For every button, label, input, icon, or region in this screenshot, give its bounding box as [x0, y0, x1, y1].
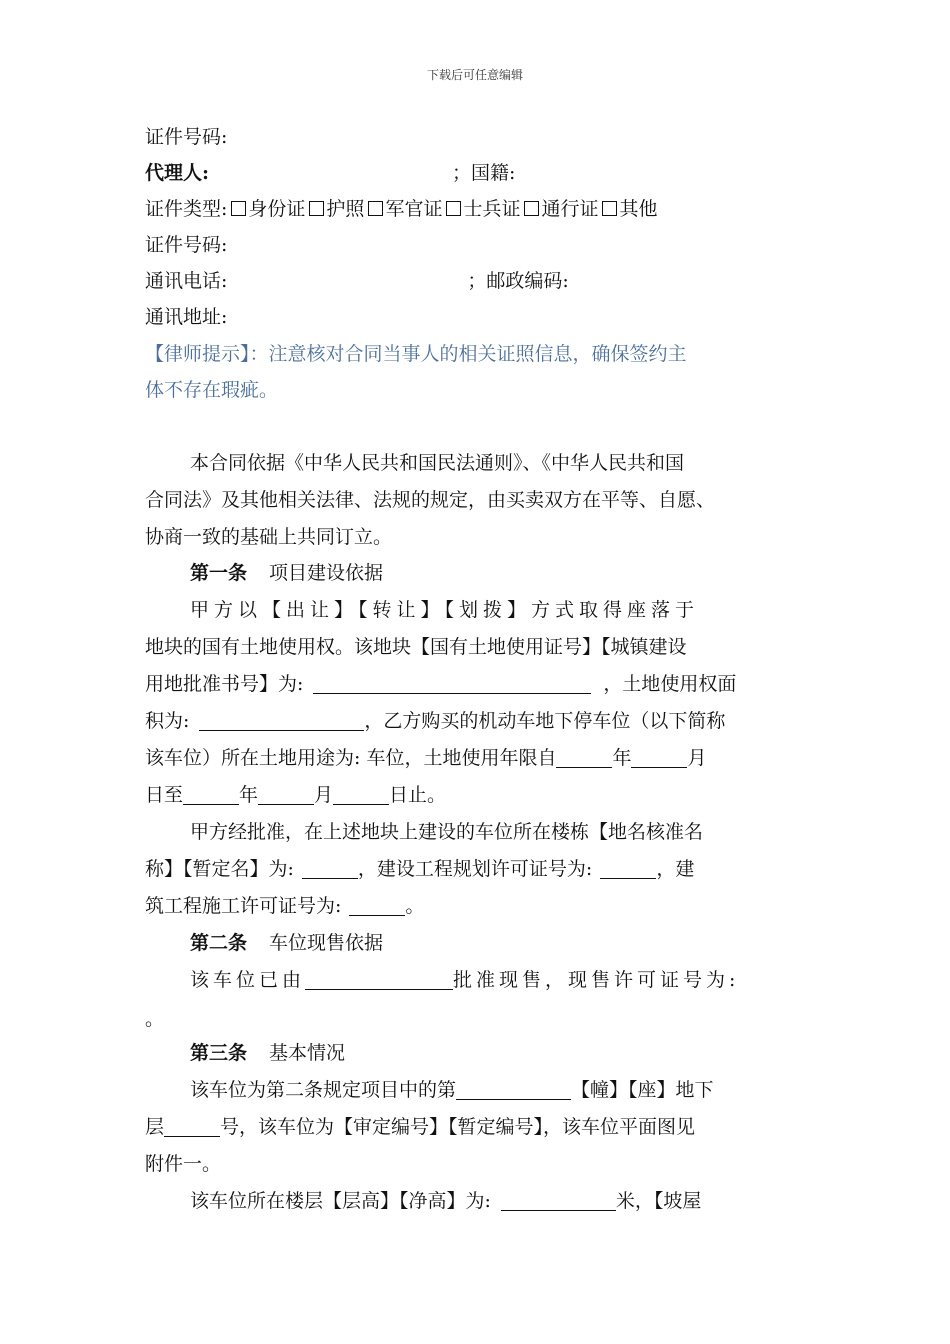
checkbox-pass[interactable]	[524, 201, 539, 216]
id-type-option: 军官证	[385, 198, 443, 220]
text-span: ，建	[656, 858, 695, 880]
article1-p5	[145, 746, 706, 770]
lawyer-tip-line-2: 体不存在瑕疵。	[145, 379, 279, 401]
construction-permit-blank[interactable]	[349, 897, 405, 916]
intro-line-1: 本合同依据《中华人民共和国民法通则》、《中华人民共和国	[190, 452, 685, 474]
id-number-line-2	[145, 233, 227, 257]
id-type-option: 士兵证	[463, 198, 521, 220]
text-span: 层	[145, 1116, 165, 1138]
article1-p7: 甲方经批准，在上述地块上建设的车位所在楼栋【地名核准名	[190, 821, 704, 843]
text-span: ，建设工程规划许可证号为:	[357, 858, 593, 880]
text-span: 。	[405, 895, 425, 917]
article3-p1	[190, 1078, 714, 1102]
article2-p2: 。	[145, 1008, 165, 1030]
id-number-label: 证件号码:	[145, 126, 228, 148]
area-blank[interactable]	[199, 712, 364, 731]
text-span: 称】【暂定名】为:	[145, 858, 294, 880]
checkbox-soldier-card[interactable]	[446, 201, 461, 216]
lawyer-tip-line-1: 【律师提示】：注意核对合同当事人的相关证照信息，确保签约主	[145, 343, 687, 365]
phone-label: 通讯电话:	[145, 270, 228, 292]
text-span: 批准现售，现售许可证号为:	[453, 969, 740, 991]
checkbox-other[interactable]	[602, 201, 617, 216]
text-span: 年	[612, 747, 632, 769]
text-span: 米，【坡屋	[615, 1190, 702, 1212]
article1-p3	[145, 672, 736, 696]
text-span: 该车位为第二条规定项目中的第	[190, 1079, 457, 1101]
article2-title: 第二条	[190, 932, 248, 954]
article3-p4	[190, 1189, 701, 1213]
article1-p2: 地块的国有土地使用权。该地块【国有土地使用证号】【城镇建设	[145, 636, 687, 658]
article3-p2	[145, 1115, 695, 1139]
floor-number-blank[interactable]	[164, 1118, 220, 1137]
article1-p1: 甲方以【出让】【转让】【划拨】方式取得座落于	[190, 599, 700, 621]
article2-p1	[190, 968, 739, 992]
article3-title: 第三条	[190, 1042, 248, 1064]
agent-line	[145, 161, 515, 185]
building-name-blank[interactable]	[302, 860, 358, 879]
agent-label: 代理人:	[145, 162, 210, 184]
approval-authority-blank[interactable]	[305, 971, 453, 990]
text-span: 该车位）所在土地用途为: 车位，土地使用年限自	[145, 747, 557, 769]
article1-p4	[145, 709, 725, 733]
article1-p6	[145, 783, 446, 807]
end-day-blank[interactable]	[333, 786, 389, 805]
text-span: 该车位所在楼层【层高】【净高】为:	[190, 1190, 491, 1212]
article1-title: 第一条	[190, 562, 248, 584]
text-span: 积为:	[145, 710, 190, 732]
end-year-blank[interactable]	[183, 786, 239, 805]
article1-heading	[190, 561, 383, 585]
article1-name: 项目建设依据	[269, 562, 384, 584]
id-number-label-2: 证件号码:	[145, 234, 228, 256]
text-span: 年	[239, 784, 259, 806]
text-span: 【幢】【座】地下	[571, 1079, 714, 1101]
article3-p3: 附件一。	[145, 1153, 222, 1175]
intro-line-3: 协商一致的基础上共同订立。	[145, 526, 393, 548]
intro-line-2: 合同法》及其他相关法律、法规的规定，由买卖双方在平等、自愿、	[145, 489, 716, 511]
text-span: 该车位已由	[190, 969, 306, 991]
article2-name: 车位现售依据	[269, 932, 384, 954]
text-span: ，土地使用权面	[603, 673, 737, 695]
building-number-blank[interactable]	[456, 1081, 571, 1100]
text-span: 月	[687, 747, 707, 769]
text-span: 用地批准书号】为:	[145, 673, 304, 695]
id-type-option: 身份证	[248, 198, 306, 220]
phone-line	[145, 269, 569, 293]
article3-name: 基本情况	[269, 1042, 346, 1064]
text-span: 筑工程施工许可证号为:	[145, 895, 342, 917]
nationality-label: ；国籍:	[452, 162, 516, 184]
id-number-line	[145, 125, 227, 149]
address-line	[145, 305, 227, 329]
planning-permit-blank[interactable]	[600, 860, 656, 879]
end-month-blank[interactable]	[258, 786, 314, 805]
text-span: 日至	[145, 784, 184, 806]
text-span: ，乙方购买的机动车地下停车位（以下简称	[364, 710, 726, 732]
address-label: 通讯地址:	[145, 306, 228, 328]
text-span: 日止。	[389, 784, 447, 806]
id-type-label: 证件类型:	[145, 198, 228, 220]
text-span: 号，该车位为【审定编号】【暂定编号】，该车位平面图见	[220, 1116, 696, 1138]
page-header: 下载后可任意编辑	[426, 68, 523, 82]
checkbox-id-card[interactable]	[231, 201, 246, 216]
start-year-blank[interactable]	[556, 749, 612, 768]
checkbox-passport[interactable]	[309, 201, 324, 216]
article2-heading	[190, 931, 383, 955]
id-type-option: 护照	[326, 198, 365, 220]
article3-heading	[190, 1041, 345, 1065]
checkbox-officer-card[interactable]	[368, 201, 383, 216]
postcode-label: ；邮政编码:	[467, 270, 569, 292]
floor-height-blank[interactable]	[501, 1192, 616, 1211]
id-type-option: 其他	[619, 198, 658, 220]
land-cert-blank[interactable]	[313, 675, 591, 694]
article1-p9	[145, 894, 424, 918]
id-type-option: 通行证	[541, 198, 599, 220]
start-month-blank[interactable]	[631, 749, 687, 768]
text-span: 月	[314, 784, 334, 806]
id-type-line	[145, 197, 658, 221]
article1-p8	[145, 857, 694, 881]
